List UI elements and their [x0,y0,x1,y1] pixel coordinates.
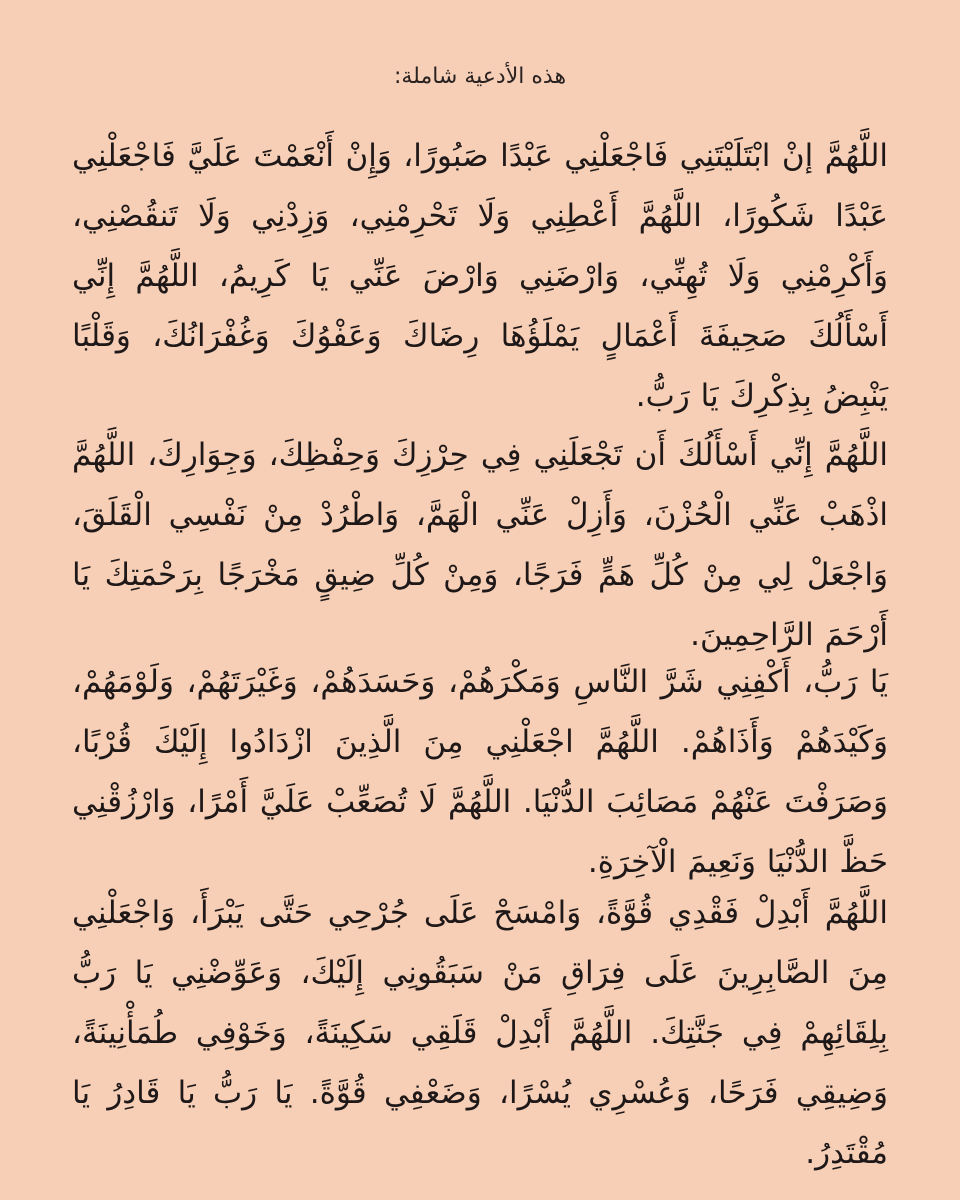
prayer-paragraph-3: يَا رَبُّ، أَكْفِنِي شَرَّ النَّاسِ وَمَكْرَهُمْ، وَحَسَدَهُمْ، وَغَيْرَتَهُمْ، وَلَوْمَهُمْ، وَكَيْدَهُمْ وَأَذَاهُمْ. اللَّهُمَّ اجْعَلْنِي مِنَ الَّذِينَ ازْدَادُوا إِلَيْكَ قُرْبًا، وَصَرَفْتَ عَنْهُمْ مَصَائِبَ الدُّنْيَا. اللَّهُمَّ لَا تُصَعِّبْ عَلَيَّ أَمْرًا، وَارْزُقْنِي حَظَّ الدُّنْيَا وَنَعِيمَ الْآخِرَةِ. [72,664,888,880]
prayer-paragraph-4: اللَّهُمَّ أَبْدِلْ فَقْدِي قُوَّةً، وَامْسَحْ عَلَى جُرْحِي حَتَّى يَبْرَأَ، وَاجْعَلْنِي مِنَ الصَّابِرِينَ عَلَى فِرَاقِ مَنْ سَبَقُونِي إِلَيْكَ، وَعَوِّضْنِي يَا رَبُّ بِلِقَائِهِمْ فِي جَنَّتِكَ. اللَّهُمَّ أَبْدِلْ قَلَقِي سَكِينَةً، وَخَوْفِي طُمَأْنِينَةً، وَضِيقِي فَرَحًا، وَعُسْرِي يُسْرًا، وَضَعْفِي قُوَّةً. يَا رَبُّ يَا قَادِرُ يَا مُقْتَدِرُ. [72,895,888,1171]
page-title: هذه الأدعية شاملة: [393,64,567,89]
prayer-paragraph-2: اللَّهُمَّ إِنِّي أَسْأَلُكَ أَن تَجْعَلَنِي فِي حِرْزِكَ وَحِفْظِكَ، وَجِوَارِكَ، اللَّهُمَّ اذْهَبْ عَنِّي الْحُزْنَ، وَأَزِلْ عَنِّي الْهَمَّ، وَاطْرُدْ مِنْ نَفْسِي الْقَلَقَ، وَاجْعَلْ لِي مِنْ كُلِّ هَمٍّ فَرَجًا، وَمِنْ كُلِّ ضِيقٍ مَخْرَجًا بِرَحْمَتِكَ يَا أَرْحَمَ الرَّاحِمِينَ. [72,437,888,653]
prayer-paragraph-1: اللَّهُمَّ إنْ ابْتَلَيْتَنِي فَاجْعَلْنِي عَبْدًا صَبُورًا، وَإِنْ أَنْعَمْتَ عَلَيَّ فَاجْعَلْنِي عَبْدًا شَكُورًا، اللَّهُمَّ أَعْطِنِي وَلَا تَحْرِمْنِي، وَزِدْنِي وَلَا تَنقُصْنِي، وَأَكْرِمْنِي وَلَا تُهِنِّي، وَارْضَنِي وَارْضَ عَنِّي يَا كَرِيمُ، اللَّهُمَّ إِنِّي أَسْأَلُكَ صَحِيفَةَ أَعْمَالٍ يَمْلَؤُهَا رِضَاكَ وَعَفْوُكَ وَغُفْرَانُكَ، وَقَلْبًا يَنْبِضُ بِذِكْرِكَ يَا رَبُّ. [72,138,888,414]
